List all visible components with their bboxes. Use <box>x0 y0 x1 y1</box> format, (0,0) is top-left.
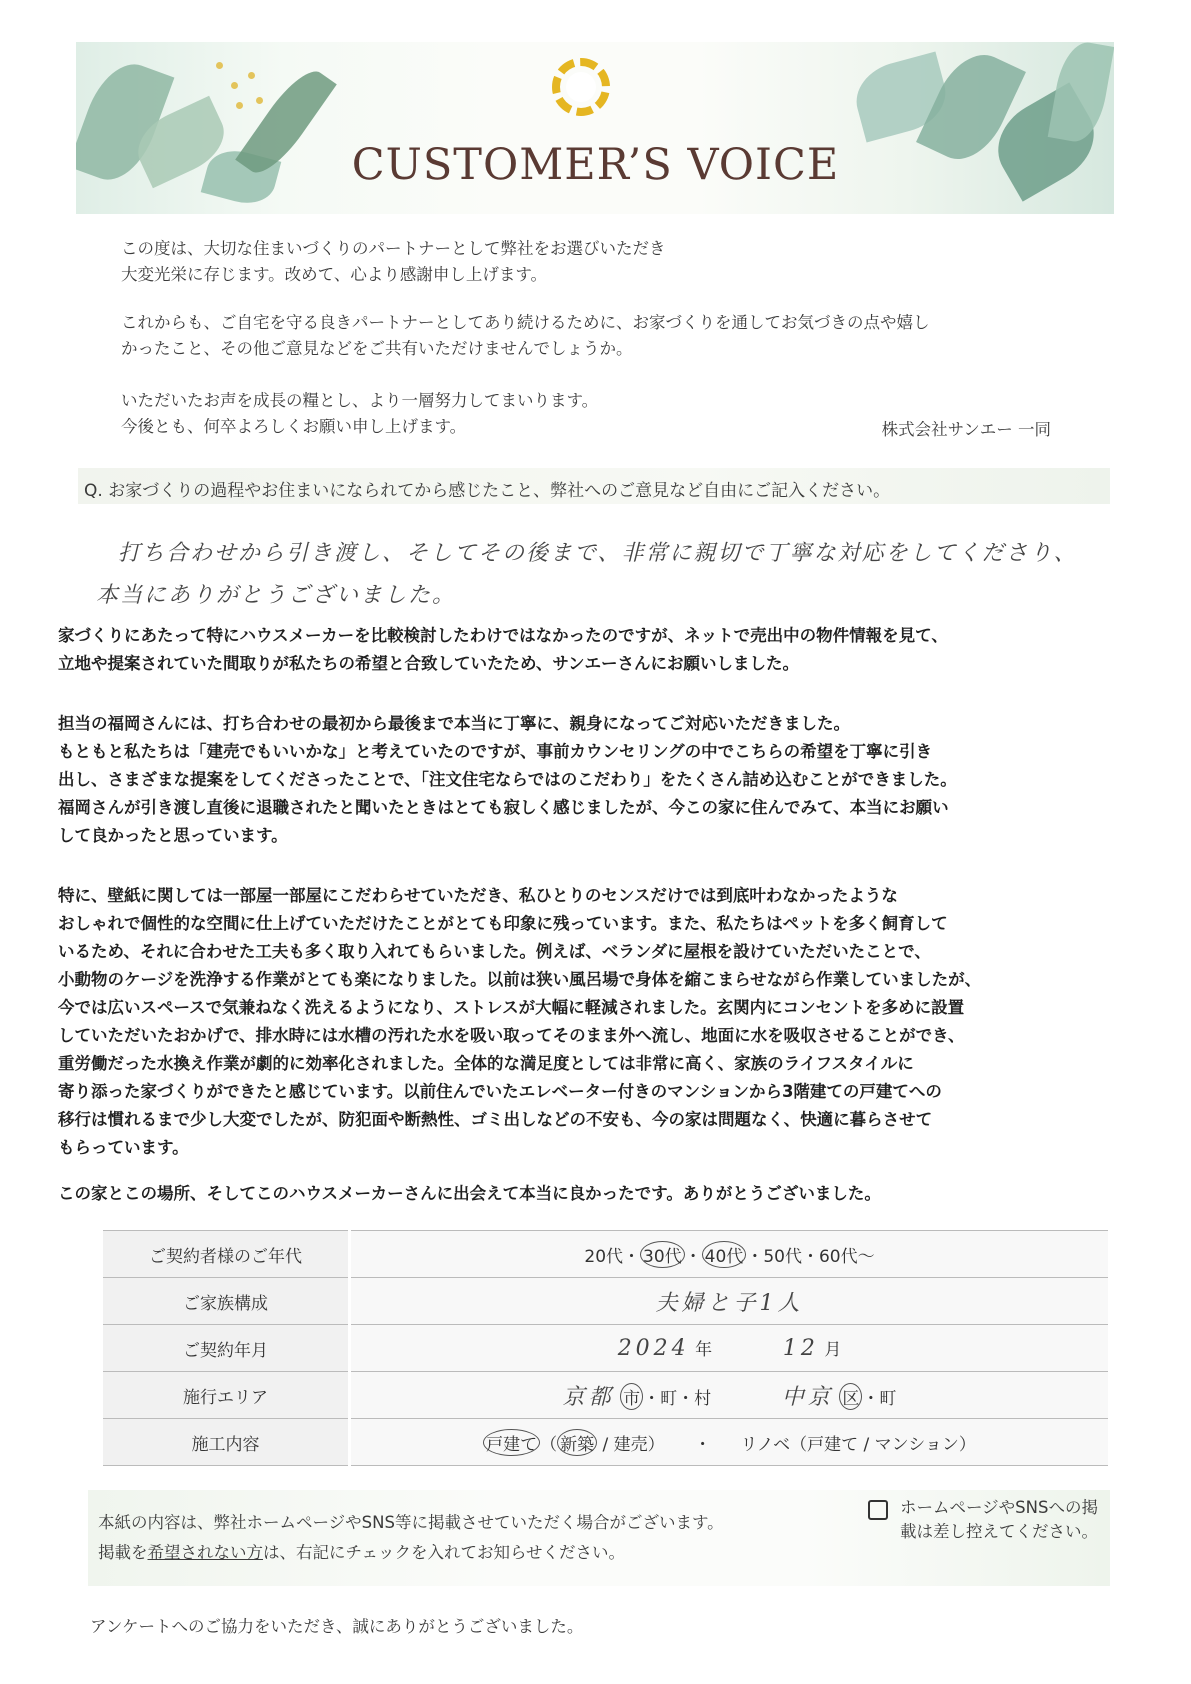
customer-info-table <box>103 1230 1108 1466</box>
testimonial-line: おしゃれで個性的な空間に仕上げていただけたことがとても印象に残っています。また、私たちはペットを多く飼育して <box>58 914 948 933</box>
page-title: CUSTOMER’S VOICE <box>351 140 840 190</box>
area-city-option: 市 <box>620 1383 643 1410</box>
contract-label: ご契約年月 <box>103 1325 350 1372</box>
gold-dot <box>231 82 238 89</box>
testimonial-line: この家とこの場所、そしてこのハウスメーカーさんに出会えて本当に良かったです。ありがとうございました。 <box>58 1184 881 1203</box>
separator: ・ <box>862 1388 880 1409</box>
footer-thanks: アンケートへのご協力をいただき、誠にありがとうございました。 <box>90 1617 584 1636</box>
family-value: 夫婦と子1人 <box>655 1290 804 1316</box>
intro-text: かったこと、その他ご意見などをご共有いただけませんでしょうか。 <box>121 339 633 358</box>
contract-value-cell <box>350 1325 1109 1372</box>
age-option: 50代 <box>763 1246 802 1267</box>
notice-line: 本紙の内容は、弊社ホームページやSNS等に掲載させていただく場合がございます。 <box>98 1513 724 1532</box>
testimonial-line: 小動物のケージを洗浄する作業がとても楽になりました。以前は狭い風呂場で身体を縮こまらせながら作業していましたが、 <box>58 970 982 989</box>
sun-logo-center <box>566 72 596 102</box>
table-row <box>103 1372 1108 1419</box>
area-ward-name: 中京 <box>781 1384 834 1410</box>
age-option: 60代〜 <box>818 1246 875 1267</box>
intro-text: いただいたお声を成長の糧とし、より一層努力してまいります。 <box>121 391 599 410</box>
table-row <box>103 1419 1108 1466</box>
age-option-selected: 40代 <box>702 1241 747 1268</box>
gold-dot <box>256 97 263 104</box>
intro-text: 大変光栄に存じます。改めて、心より感謝申し上げます。 <box>121 265 548 284</box>
notice-underlined: 希望されない方 <box>147 1543 263 1562</box>
testimonial-line: 福岡さんが引き渡し直後に退職されたと聞いたときはとても寂しく感じましたが、今この家に住んでみて、本当にお願い <box>58 798 949 817</box>
gold-dot <box>216 62 223 69</box>
family-label: ご家族構成 <box>103 1278 350 1325</box>
work-label: 施工内容 <box>103 1419 350 1466</box>
age-label: ご契約者様のご年代 <box>103 1231 350 1278</box>
separator: ・ <box>746 1246 764 1267</box>
area-town-option: 町 <box>660 1388 678 1409</box>
work-ready-built: 建売 <box>613 1434 648 1455</box>
testimonial-paragraph <box>58 882 1138 1162</box>
gold-dot <box>236 102 243 109</box>
area-value-cell <box>350 1372 1109 1419</box>
area-label: 施行エリア <box>103 1372 350 1419</box>
opt-out-checkbox[interactable] <box>868 1500 888 1520</box>
testimonial-line: 寄り添った家づくりができたと感じています。以前住んでいたエレベーター付きのマンションから3階建ての戸建てへの <box>58 1082 942 1101</box>
handwritten-answer: 打ち合わせから引き渡し、そしてその後まで、非常に親切で丁寧な対応をしてくださり、 <box>118 541 1078 566</box>
testimonial-line: いるため、それに合わせた工夫も多く取り入れてもらいました。例えば、ベランダに屋根を設けていただいたことで、 <box>58 942 931 961</box>
table-row <box>103 1231 1108 1278</box>
family-value-cell <box>350 1278 1109 1325</box>
testimonial-line: 家づくりにあたって特にハウスメーカーを比較検討したわけではなかったのですが、ネットで売出中の物件情報を見て、 <box>58 626 948 645</box>
age-options <box>350 1231 1109 1278</box>
notice-text <box>98 1508 724 1568</box>
question-text: Q. お家づくりの過程やお住まいになられてから感じたこと、弊社へのご意見など自由にご記入ください。 <box>84 481 891 501</box>
testimonial-line: 出し、さまざまな提案をしてくださったことで、「注文住宅ならではのこだわり」をたくさん詰め込むことができました。 <box>58 770 957 789</box>
separator: ・ <box>623 1246 641 1267</box>
handwritten-answer: 本当にありがとうございました。 <box>96 583 457 608</box>
separator: ・ <box>684 1246 702 1267</box>
testimonial-line: 特に、壁紙に関しては一部屋一部屋にこだわらせていただき、私ひとりのセンスだけでは到底叶わなかったような <box>58 886 898 905</box>
company-signature: 株式会社サンエー 一同 <box>881 420 1051 439</box>
area-prefecture: 京都 <box>562 1384 615 1410</box>
work-new-selected: 新築 <box>557 1429 597 1456</box>
testimonial-line: して良かったと思っています。 <box>58 826 288 845</box>
work-renovation: リノベ（戸建て / マンション） <box>740 1434 976 1455</box>
notice-fragment: 掲載を <box>98 1543 148 1562</box>
opt-out-checkbox-label: ホームページやSNSへの掲載は差し控えてください。 <box>900 1498 1098 1541</box>
leaf-decoration <box>1048 42 1114 146</box>
intro-text: この度は、大切な住まいづくりのパートナーとして弊社をお選びいただき <box>121 239 666 258</box>
area-town-option: 町 <box>879 1388 897 1409</box>
testimonial-line: 立地や提案されていた間取りが私たちの希望と合致していたため、サンエーさんにお願いしました。 <box>58 654 800 673</box>
notice-fragment: は、右記にチェックを入れてお知らせください。 <box>263 1543 626 1562</box>
contract-month: 12 <box>782 1336 819 1361</box>
testimonial-line: 移行は慣れるまで少し大変でしたが、防犯面や断熱性、ゴミ出しなどの不安も、今の家は問題なく、快適に暮らさせて <box>58 1110 933 1129</box>
testimonial-line: もともと私たちは「建売でもいいかな」と考えていたのですが、事前カウンセリングの中でこちらの希望を丁寧に引き <box>58 742 933 761</box>
notice-line <box>98 1538 724 1568</box>
gold-dot <box>248 72 255 79</box>
table-row <box>103 1325 1108 1372</box>
age-option-selected: 30代 <box>640 1241 685 1268</box>
work-detached-selected: 戸建て <box>483 1429 540 1456</box>
testimonial-line: 今では広いスペースで気兼ねなく洗えるようになり、ストレスが大幅に軽減されました。玄関内にコンセントを多めに設置 <box>58 998 965 1017</box>
area-village-option: 村 <box>694 1388 712 1409</box>
testimonial-paragraph <box>58 710 1138 850</box>
intro-text: 今後とも、何卒よろしくお願い申し上げます。 <box>121 417 467 436</box>
testimonial-paragraph <box>58 1180 1138 1208</box>
separator: ・ <box>677 1388 695 1409</box>
testimonial-paragraph <box>58 622 1138 678</box>
table-row <box>103 1278 1108 1325</box>
separator: ・ <box>643 1388 661 1409</box>
separator: ・ <box>801 1246 819 1267</box>
year-unit: 年 <box>695 1340 713 1360</box>
intro-text: これからも、ご自宅を守る良きパートナーとしてあり続けるために、お家づくりを通してお気づきの点や嬉し <box>121 313 930 332</box>
age-option: 20代 <box>584 1246 624 1267</box>
testimonial-line: もらっています。 <box>58 1138 189 1157</box>
area-ward-option: 区 <box>839 1383 862 1410</box>
testimonial-line: 重労働だった水換え作業が劇的に効率化されました。全体的な満足度としては非常に高く、家族のライフスタイルに <box>58 1054 914 1073</box>
work-value-cell: 戸建て （ 新築 / 建売） ・ リノベ（戸建て / マンション） <box>350 1419 1109 1466</box>
testimonial-line: 担当の福岡さんには、打ち合わせの最初から最後まで本当に丁寧に、親身になってご対応いただきました。 <box>58 714 850 733</box>
contract-year: 2024 <box>617 1336 690 1361</box>
testimonial-line: していただいたおかげで、排水時には水槽の汚れた水を吸い取ってそのまま外へ流し、地面に水を吸収させることができ、 <box>58 1026 965 1045</box>
month-unit: 月 <box>824 1340 842 1360</box>
